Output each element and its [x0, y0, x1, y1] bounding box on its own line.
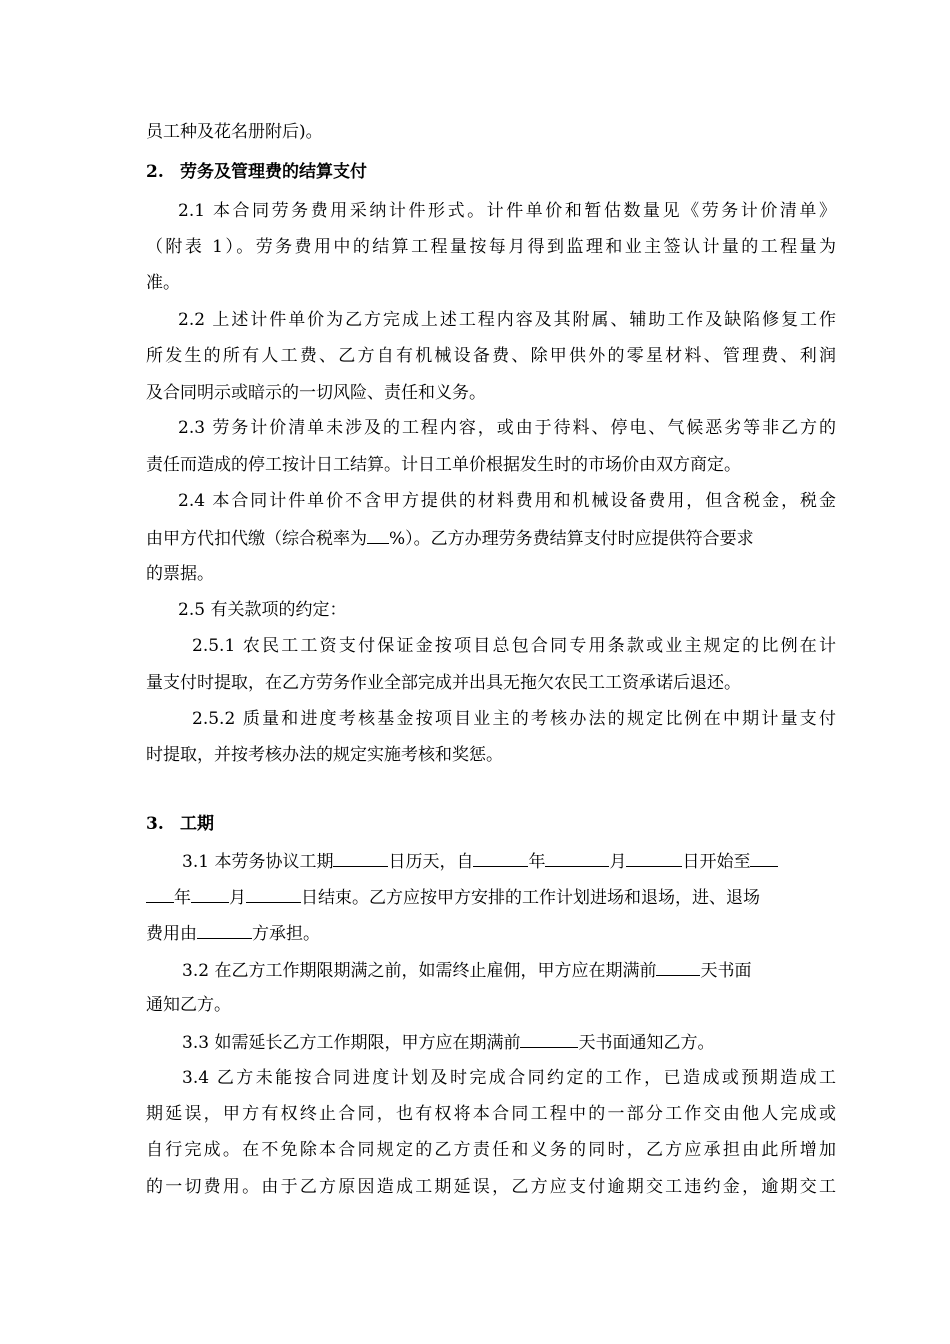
text-line: 准。: [146, 273, 180, 293]
text-segment: 月: [609, 852, 627, 872]
text-line: 2.4 本合同计件单价不含甲方提供的材料费用和机械设备费用，但含税金，税金: [178, 491, 836, 511]
text-line: [146, 921, 320, 943]
text-segment: 年: [528, 852, 546, 872]
text-segment: %）。乙方办理劳务费结算支付时应提供符合要求: [389, 529, 754, 549]
section-number: 3.: [146, 814, 164, 834]
text-line: 的票据。: [146, 564, 214, 584]
text-line: 2.3 劳务计价清单未涉及的工程内容，或由于待料、停电、气候恶劣等非乙方的: [178, 418, 836, 438]
text-line: 量支付时提取，在乙方劳务作业全部完成并出具无拖欠农民工工资承诺后退还。: [146, 673, 741, 693]
text-line: 员工种及花名册附后)。: [146, 122, 323, 142]
blank-field: [626, 849, 682, 867]
text-line: 的一切费用。由于乙方原因造成工期延误，乙方应支付逾期交工违约金，逾期交工: [146, 1177, 836, 1197]
text-line: 2.5 有关款项的约定：: [178, 600, 347, 620]
text-line: 通知乙方。: [146, 995, 231, 1015]
text-line: 所发生的所有人工费、乙方自有机械设备费、除甲供外的零星材料、管理费、利润: [146, 346, 836, 366]
text-segment: 月: [229, 888, 246, 908]
blank-field: [520, 1030, 578, 1048]
text-line: [182, 849, 778, 871]
blank-field: [197, 921, 252, 939]
blank-field: [191, 885, 229, 903]
blank-field: [545, 849, 609, 867]
text-line: [182, 1030, 714, 1052]
text-segment: 3.1 本劳务协议工期: [182, 852, 334, 872]
text-segment: 方承担。: [252, 924, 320, 944]
text-line: 自行完成。在不免除本合同规定的乙方责任和义务的同时，乙方应承担由此所增加: [146, 1140, 836, 1160]
section-heading-3: [146, 813, 214, 835]
text-line: 及合同明示或暗示的一切风险、责任和义务。: [146, 383, 486, 403]
text-line: [146, 885, 760, 907]
text-line: 2.5.1 农民工工资支付保证金按项目总包合同专用条款或业主规定的比例在计: [192, 636, 836, 656]
blank-field: [656, 958, 700, 976]
blank-field: [473, 849, 528, 867]
section-heading-2: [146, 161, 367, 183]
blank-field: [333, 849, 388, 867]
text-line: 时提取，并按考核办法的规定实施考核和奖惩。: [146, 745, 503, 765]
text-line: 2.2 上述计件单价为乙方完成上述工程内容及其附属、辅助工作及缺陷修复工作: [178, 310, 836, 330]
text-segment: 由甲方代扣代缴（综合税率为: [146, 529, 367, 549]
text-line: [182, 958, 751, 980]
blank-field: [750, 849, 778, 867]
blank-field: [246, 885, 301, 903]
text-segment: 费用由: [146, 924, 197, 944]
text-line: 2.1 本合同劳务费用采纳计件形式。计件单价和暂估数量见《劳务计价清单》: [178, 201, 836, 221]
text-line: （附表 1）。劳务费用中的结算工程量按每月得到监理和业主签认计量的工程量为: [146, 237, 836, 257]
blank-field: [367, 526, 389, 544]
text-line: 2.5.2 质量和进度考核基金按项目业主的考核办法的规定比例在中期计量支付: [192, 709, 836, 729]
text-line: 期延误，甲方有权终止合同，也有权将本合同工程中的一部分工作交由他人完成或: [146, 1104, 836, 1124]
section-title: 劳务及管理费的结算支付: [180, 162, 367, 182]
text-segment: 年: [174, 888, 191, 908]
text-segment: 3.2 在乙方工作期限期满之前，如需终止雇佣，甲方应在期满前: [182, 961, 657, 981]
text-line: [146, 526, 754, 548]
text-line: 责任而造成的停工按计日工结算。计日工单价根据发生时的市场价由双方商定。: [146, 455, 741, 475]
text-segment: 日结束。乙方应按甲方安排的工作计划进场和退场，进、退场: [301, 888, 760, 908]
text-segment: 天书面通知乙方。: [578, 1033, 715, 1053]
text-segment: 日历天，自: [388, 852, 474, 872]
text-line: 3.4 乙方未能按合同进度计划及时完成合同约定的工作，已造成或预期造成工: [182, 1068, 836, 1088]
section-title: 工期: [180, 814, 214, 834]
blank-field: [146, 885, 174, 903]
section-number: 2.: [146, 162, 164, 182]
text-segment: 3.3 如需延长乙方工作期限，甲方应在期满前: [182, 1033, 521, 1053]
text-segment: 日开始至: [682, 852, 751, 872]
text-segment: 天书面: [700, 961, 752, 981]
